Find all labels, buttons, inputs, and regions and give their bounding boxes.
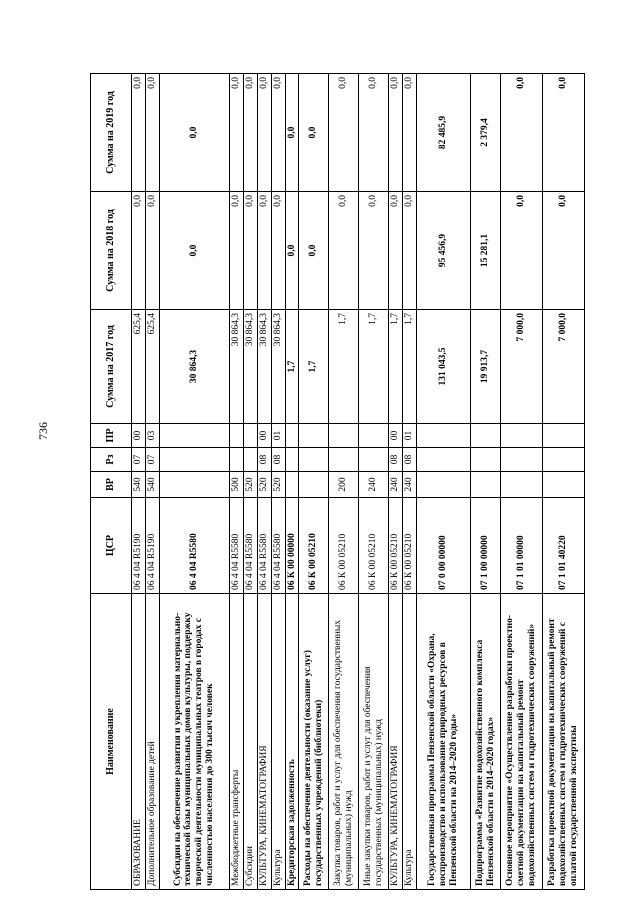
row-csr: 07 1 01 40220 <box>543 498 585 594</box>
row-sum-2019: 0,0 <box>229 74 243 192</box>
table-row <box>132 74 146 890</box>
row-sum-2017: 1,7 <box>403 310 417 424</box>
row-sum-2018: 0,0 <box>543 192 585 310</box>
row-sum-2018: 0,0 <box>257 192 271 310</box>
row-sum-2019: 82 485,9 <box>417 74 471 192</box>
row-sum-2017: 30 864,3 <box>159 310 229 424</box>
table-header-row <box>91 74 132 890</box>
row-sum-2019: 0,0 <box>389 74 403 192</box>
row-vr: 540 <box>145 472 159 498</box>
row-vr: 240 <box>389 472 403 498</box>
row-name: Подпрограмма «Развитие водохозяйственного комплекса Пензенской области в 2014–2020 годах» <box>471 594 501 890</box>
row-sum-2017: 30 864,3 <box>271 310 285 424</box>
row-pr <box>243 424 257 448</box>
row-sum-2017: 1,7 <box>359 310 389 424</box>
header-name: Наименование <box>91 594 132 890</box>
row-name: ОБРАЗОВАНИЕ <box>132 594 146 890</box>
row-csr: 06 К 00 05210 <box>389 498 403 594</box>
row-csr: 06 4 04 R5580 <box>271 498 285 594</box>
row-sum-2019: 0,0 <box>543 74 585 192</box>
row-rz: 08 <box>257 448 271 472</box>
row-sum-2017: 30 864,3 <box>243 310 257 424</box>
table-row <box>299 74 329 890</box>
row-pr <box>159 424 229 448</box>
table-row <box>501 74 543 890</box>
row-rz <box>417 448 471 472</box>
row-sum-2018: 0,0 <box>285 192 299 310</box>
row-rz <box>471 448 501 472</box>
row-name: Культура <box>271 594 285 890</box>
row-rz: 08 <box>403 448 417 472</box>
row-csr: 06 4 04 R5580 <box>229 498 243 594</box>
row-sum-2019: 0,0 <box>501 74 543 192</box>
budget-table <box>90 73 585 890</box>
row-name: Кредиторская задолженность <box>285 594 299 890</box>
rotated-page-content <box>90 74 640 890</box>
header-pr: ПР <box>91 424 132 448</box>
row-rz <box>501 448 543 472</box>
row-pr <box>359 424 389 448</box>
row-sum-2018: 0,0 <box>389 192 403 310</box>
row-sum-2017: 30 864,3 <box>229 310 243 424</box>
row-name: Расходы на обеспечение деятельности (оказание услуг) государственных учреждений (библиотеки) <box>299 594 329 890</box>
row-name: Иные закупки товаров, работ и услуг для обеспечения государственных (муниципальных) нужд <box>359 594 389 890</box>
row-sum-2019: 0,0 <box>285 74 299 192</box>
row-csr: 06 4 04 R5580 <box>159 498 229 594</box>
row-pr: 01 <box>403 424 417 448</box>
row-csr: 06 4 04 R5190 <box>132 498 146 594</box>
row-name: Дополнительное образование детей <box>145 594 159 890</box>
row-sum-2019: 0,0 <box>145 74 159 192</box>
table-body <box>132 74 585 890</box>
row-rz <box>159 448 229 472</box>
row-name: Разработка проектной документации на капитальный ремонт водохозяйственных систем и гидротехнических сооружений с оплатой государственной экспертизы <box>543 594 585 890</box>
table-row <box>359 74 389 890</box>
table-row <box>145 74 159 890</box>
row-rz <box>285 448 299 472</box>
row-csr: 06 4 04 R5580 <box>257 498 271 594</box>
row-name: Межбюджетные трансферты <box>229 594 243 890</box>
row-sum-2018: 0,0 <box>403 192 417 310</box>
header-sum-2018: Сумма на 2018 год <box>91 192 132 310</box>
row-pr: 03 <box>145 424 159 448</box>
row-rz <box>243 448 257 472</box>
row-sum-2019: 0,0 <box>271 74 285 192</box>
row-name: КУЛЬТУРА, КИНЕМАТОГРАФИЯ <box>257 594 271 890</box>
row-sum-2018: 0,0 <box>271 192 285 310</box>
header-sum-2017: Сумма на 2017 год <box>91 310 132 424</box>
row-csr: 06 К 00 00000 <box>285 498 299 594</box>
row-vr <box>501 472 543 498</box>
row-csr: 07 0 00 00000 <box>417 498 471 594</box>
row-sum-2019: 0,0 <box>403 74 417 192</box>
table-row <box>229 74 243 890</box>
row-csr: 06 4 04 R5190 <box>145 498 159 594</box>
row-vr <box>471 472 501 498</box>
row-csr: 07 1 01 00000 <box>501 498 543 594</box>
row-sum-2017: 1,7 <box>329 310 359 424</box>
row-sum-2019: 0,0 <box>159 74 229 192</box>
row-vr <box>159 472 229 498</box>
row-pr <box>299 424 329 448</box>
row-sum-2017: 19 913,7 <box>471 310 501 424</box>
row-sum-2019: 0,0 <box>359 74 389 192</box>
row-sum-2018: 0,0 <box>359 192 389 310</box>
row-csr: 06 К 00 05210 <box>299 498 329 594</box>
table-row <box>403 74 417 890</box>
row-sum-2017: 625,4 <box>132 310 146 424</box>
table-row <box>471 74 501 890</box>
row-sum-2018: 0,0 <box>159 192 229 310</box>
row-sum-2017: 1,7 <box>389 310 403 424</box>
table-row <box>543 74 585 890</box>
table-row <box>285 74 299 890</box>
row-sum-2017: 131 043,5 <box>417 310 471 424</box>
row-name: Государственная программа Пензенской области «Охрана, воспроизводство и использование природных ресурсов в Пензенской области на 2014–2020 годы» <box>417 594 471 890</box>
row-pr: 00 <box>389 424 403 448</box>
row-sum-2017: 7 000,0 <box>501 310 543 424</box>
row-sum-2018: 0,0 <box>243 192 257 310</box>
row-pr <box>417 424 471 448</box>
row-sum-2018: 0,0 <box>145 192 159 310</box>
row-vr: 520 <box>271 472 285 498</box>
row-sum-2017: 1,7 <box>285 310 299 424</box>
row-csr: 06 К 00 05210 <box>403 498 417 594</box>
row-vr: 500 <box>229 472 243 498</box>
row-name: Субсидии <box>243 594 257 890</box>
row-csr: 07 1 00 00000 <box>471 498 501 594</box>
row-sum-2019: 0,0 <box>257 74 271 192</box>
header-sum-2019: Сумма на 2019 год <box>91 74 132 192</box>
row-vr: 520 <box>243 472 257 498</box>
row-rz <box>299 448 329 472</box>
row-pr <box>285 424 299 448</box>
row-sum-2017: 625,4 <box>145 310 159 424</box>
row-pr <box>543 424 585 448</box>
row-name: КУЛЬТУРА, КИНЕМАТОГРАФИЯ <box>389 594 403 890</box>
row-sum-2017: 1,7 <box>299 310 329 424</box>
row-name: Культура <box>403 594 417 890</box>
row-sum-2019: 0,0 <box>329 74 359 192</box>
row-vr: 200 <box>329 472 359 498</box>
row-sum-2019: 0,0 <box>299 74 329 192</box>
row-rz: 07 <box>145 448 159 472</box>
header-rz: Рз <box>91 448 132 472</box>
row-pr <box>471 424 501 448</box>
row-sum-2018: 0,0 <box>501 192 543 310</box>
row-rz <box>359 448 389 472</box>
row-sum-2019: 0,0 <box>132 74 146 192</box>
row-pr: 00 <box>257 424 271 448</box>
row-sum-2017: 7 000,0 <box>543 310 585 424</box>
header-vr: ВР <box>91 472 132 498</box>
table-row <box>271 74 285 890</box>
row-sum-2019: 2 379,4 <box>471 74 501 192</box>
table-row <box>329 74 359 890</box>
row-rz: 07 <box>132 448 146 472</box>
row-sum-2018: 15 281,1 <box>471 192 501 310</box>
row-vr <box>285 472 299 498</box>
table-row <box>257 74 271 890</box>
page-number: 736 <box>36 422 50 440</box>
row-rz <box>229 448 243 472</box>
row-csr: 06 К 00 05210 <box>329 498 359 594</box>
row-vr: 520 <box>257 472 271 498</box>
row-pr <box>329 424 359 448</box>
row-rz <box>329 448 359 472</box>
row-pr <box>229 424 243 448</box>
row-csr: 06 4 04 R5580 <box>243 498 257 594</box>
row-vr <box>299 472 329 498</box>
row-sum-2018: 0,0 <box>329 192 359 310</box>
row-pr <box>501 424 543 448</box>
header-csr: ЦСР <box>91 498 132 594</box>
row-rz: 08 <box>271 448 285 472</box>
row-sum-2018: 0,0 <box>132 192 146 310</box>
table-row <box>389 74 403 890</box>
table-row <box>417 74 471 890</box>
row-name: Основное мероприятие «Осуществление разработки проектно-сметной документации на капитальный ремонт водохозяйственных систем и гидротехнических сооружений» <box>501 594 543 890</box>
row-vr <box>417 472 471 498</box>
row-vr: 240 <box>403 472 417 498</box>
row-sum-2019: 0,0 <box>243 74 257 192</box>
row-sum-2018: 0,0 <box>299 192 329 310</box>
row-csr: 06 К 00 05210 <box>359 498 389 594</box>
row-pr: 00 <box>132 424 146 448</box>
row-pr: 01 <box>271 424 285 448</box>
row-rz <box>543 448 585 472</box>
row-rz: 08 <box>389 448 403 472</box>
row-vr <box>543 472 585 498</box>
row-vr: 240 <box>359 472 389 498</box>
row-name: Закупка товаров, работ и услуг для обеспечения государственных (муниципальных) нужд <box>329 594 359 890</box>
table-row <box>159 74 229 890</box>
table-row <box>243 74 257 890</box>
row-vr: 540 <box>132 472 146 498</box>
row-sum-2018: 0,0 <box>229 192 243 310</box>
row-name: Субсидии на обеспечение развития и укрепления материально-технической базы муниципальных домов культуры, поддержку творческой деятельности муниципальных театров в городах с численностью населения до 300 тысяч человек <box>159 594 229 890</box>
row-sum-2018: 95 456,9 <box>417 192 471 310</box>
row-sum-2017: 30 864,3 <box>257 310 271 424</box>
